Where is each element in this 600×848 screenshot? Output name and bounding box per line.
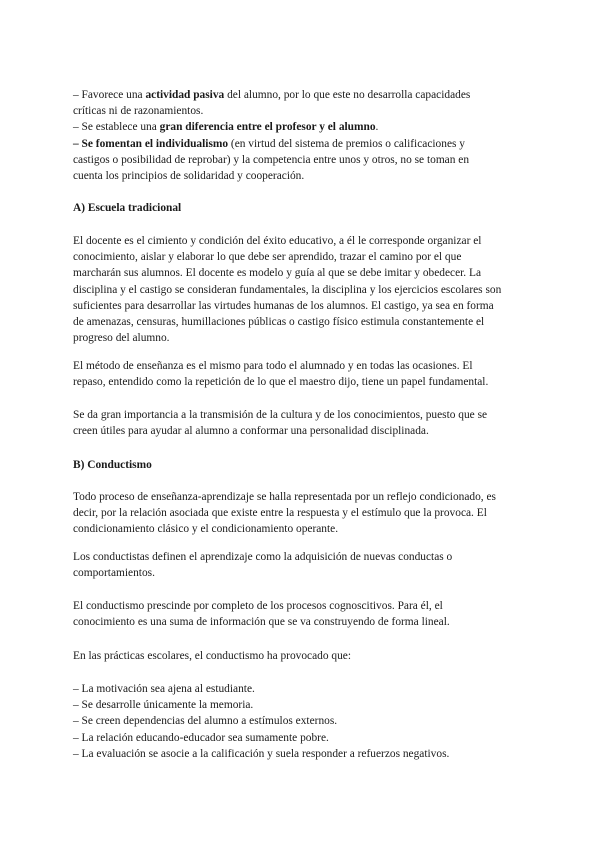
paragraph-line: En las prácticas escolares, el conductismo ha provocado que: (73, 650, 352, 662)
paragraph-line: conocimiento es una suma de información que se va construyendo de forma lineal. (73, 616, 450, 629)
intro-item-difference (73, 119, 533, 135)
paragraph-line: Los conductistas definen el aprendizaje como la adquisición de nuevas conductas o (73, 551, 453, 563)
paragraph-line: progreso del alumno. (73, 332, 170, 345)
intro-item-text: . (375, 121, 379, 134)
list-item: – La evaluación se asocie a la calificación y suela responder a refuerzos negativos. (73, 747, 450, 760)
list-item: – Se creen dependencias del alumno a estímulos externos. (73, 715, 338, 728)
paragraph-line: marcharán sus alumnos. El docente es modelo y guía al que se debe imitar y obedecer. La (73, 267, 482, 280)
paragraph-line: repaso, entendido como la repetición de lo que el maestro dijo, tiene un papel fundamental. (73, 376, 489, 389)
intro-list (73, 87, 533, 184)
paragraph-line: comportamientos. (73, 567, 155, 580)
section-heading-conductismo: B) Conductismo (73, 459, 152, 471)
list-item: – Se desarrolle únicamente la memoria. (73, 699, 254, 712)
paragraph-line: disciplina y el castigo se consideran fundamentales, la disciplina y los ejercicios escolares son (73, 283, 502, 296)
intro-item-text: – Se establece una (73, 121, 160, 134)
section-b-paragraph-3 (73, 598, 533, 630)
intro-item-continuation: críticas ni de razonamientos. (73, 105, 204, 118)
section-b-list (73, 681, 533, 762)
paragraph-line: El método de enseñanza es el mismo para todo el alumnado y en todas las ocasiones. El (73, 360, 473, 372)
paragraph-line: suficientes para desarrollar las virtudes humanas de los alumnos. El castigo, ya sea en forma (73, 299, 494, 312)
intro-item-continuation: cuenta los principios de solidaridad y cooperación. (73, 170, 305, 183)
intro-item-individualism (73, 136, 533, 152)
section-a-paragraph-2 (73, 358, 533, 390)
paragraph-line: Se da gran importancia a la transmisión de la cultura y de los conocimientos, puesto que se (73, 409, 488, 421)
paragraph-line: decir, por la relación asociada que existe entre la respuesta y el estímulo que la provoca. El (73, 507, 487, 520)
intro-item-text: (en virtud del sistema de premios o calificaciones y (228, 137, 465, 150)
paragraph-line: conocimiento, aislar y elaborar lo que debe ser aprendido, trazar el camino por el que (73, 251, 462, 264)
list-item: – La motivación sea ajena al estudiante. (73, 683, 255, 695)
section-b (73, 457, 533, 473)
section-b-paragraph-2 (73, 549, 533, 581)
section-a (73, 200, 533, 216)
intro-item-bold: – Se fomentan el individualismo (73, 137, 229, 150)
intro-item-bold: gran diferencia entre el profesor y el alumno (159, 121, 376, 134)
section-a-paragraph-1 (73, 233, 533, 346)
intro-item-text: – Favorece una (73, 89, 146, 101)
intro-item-bold: actividad pasiva (145, 89, 225, 101)
section-b-paragraph-4 (73, 648, 533, 664)
section-a-paragraph-3 (73, 407, 533, 439)
section-heading-escuela-tradicional: A) Escuela tradicional (73, 202, 182, 214)
paragraph-line: de amenazas, censuras, humillaciones públicas o castigo físico estimula constantemente el (73, 316, 485, 329)
paragraph-line: condicionamiento clásico y el condicionamiento operante. (73, 523, 339, 536)
paragraph-line: El docente es el cimiento y condición del éxito educativo, a él le corresponde organizar el (73, 235, 482, 247)
paragraph-line: El conductismo prescinde por completo de los procesos cognoscitivos. Para él, el (73, 600, 443, 612)
intro-item-continuation: castigos o posibilidad de reprobar) y la competencia entre unos y otros, no se toman en (73, 153, 470, 166)
section-b-paragraph-1 (73, 489, 533, 538)
paragraph-line: Todo proceso de enseñanza-aprendizaje se halla representada por un reflejo condicionado, es (73, 491, 496, 503)
intro-item-text: del alumno, por lo que este no desarrolla capacidades (224, 89, 471, 101)
intro-item-passive-activity (73, 87, 533, 103)
list-item: – La relación educando-educador sea sumamente pobre. (73, 731, 329, 744)
paragraph-line: creen útiles para ayudar al alumno a conformar una personalidad disciplinada. (73, 425, 429, 438)
